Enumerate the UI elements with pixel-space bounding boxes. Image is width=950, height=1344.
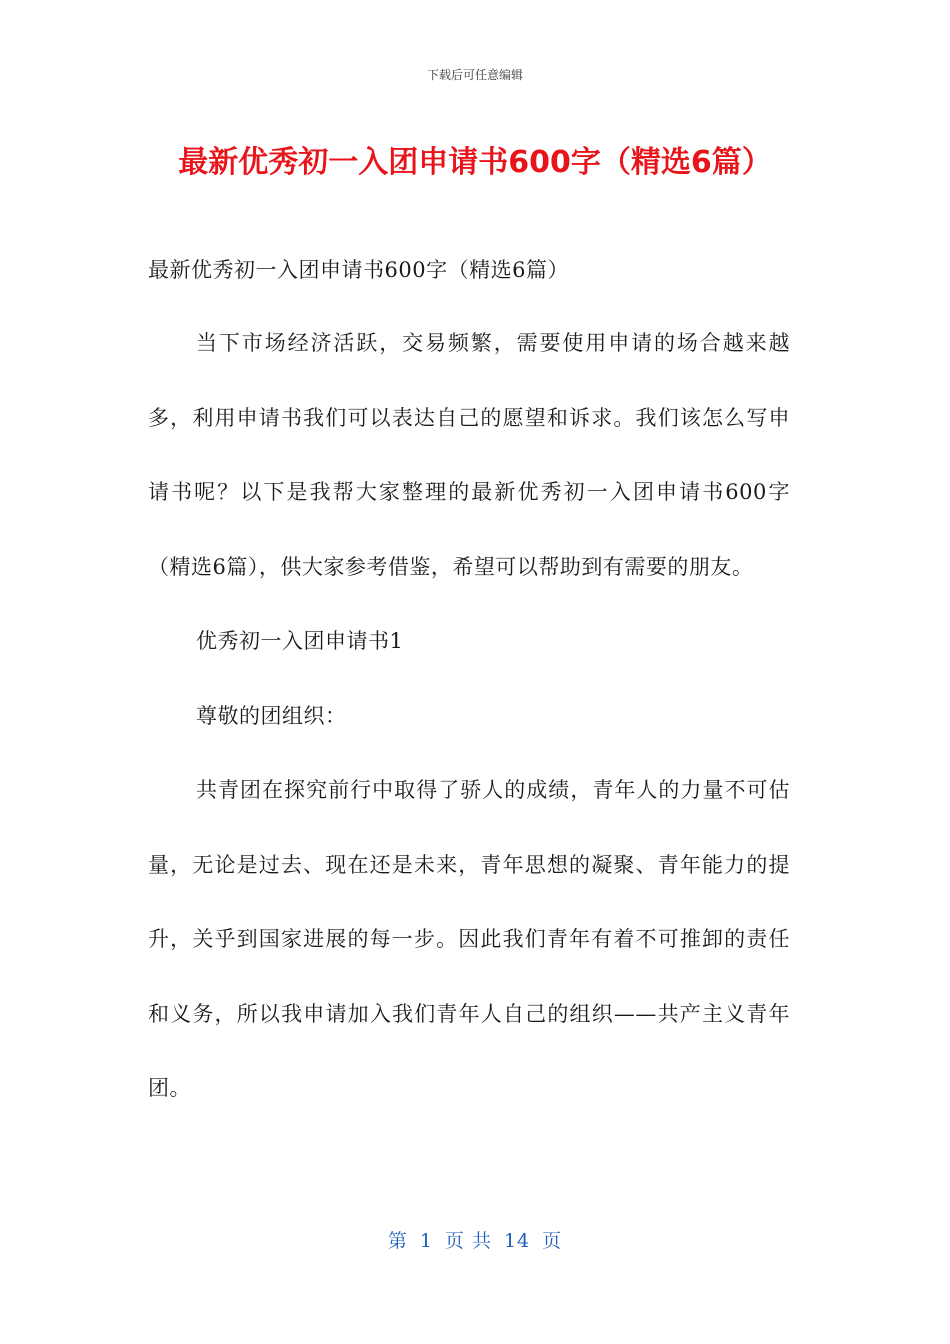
document-body <box>148 250 790 1126</box>
body-paragraph: 共青团在探究前行中取得了骄人的成绩，青年人的力量不可估量，无论是过去、现在还是未来，青年思想的凝聚、青年能力的提升，关乎到国家进展的每一步。因此我们青年有着不可推卸的责任和义务，所以我申请加入我们青年人自己的组织——共产主义青年团。 <box>148 778 790 1100</box>
total-pages: 14 <box>503 1230 531 1252</box>
intro-paragraph: 当下市场经济活跃，交易频繁，需要使用申请的场合越来越多，利用申请书我们可以表达自己的愿望和诉求。我们该怎么写申请书呢？以下是我帮大家整理的最新优秀初一入团申请书600字（精选6篇），供大家参考借鉴，希望可以帮助到有需要的朋友。 <box>148 331 790 579</box>
section-heading: 优秀初一入团申请书1 <box>196 629 404 653</box>
page-suffix: 页 <box>542 1230 563 1252</box>
document-title: 最新优秀初一入团申请书600字（精选6篇） <box>178 145 772 180</box>
page-header: 下载后可任意编辑 <box>426 68 523 82</box>
subtitle-paragraph: 最新优秀初一入团申请书600字（精选6篇） <box>148 258 569 282</box>
page-prefix: 第 <box>387 1230 408 1252</box>
page-middle: 页 共 <box>444 1230 492 1252</box>
current-page: 1 <box>419 1230 433 1252</box>
salutation: 尊敬的团组织： <box>196 703 347 728</box>
page-number <box>0 1226 950 1253</box>
